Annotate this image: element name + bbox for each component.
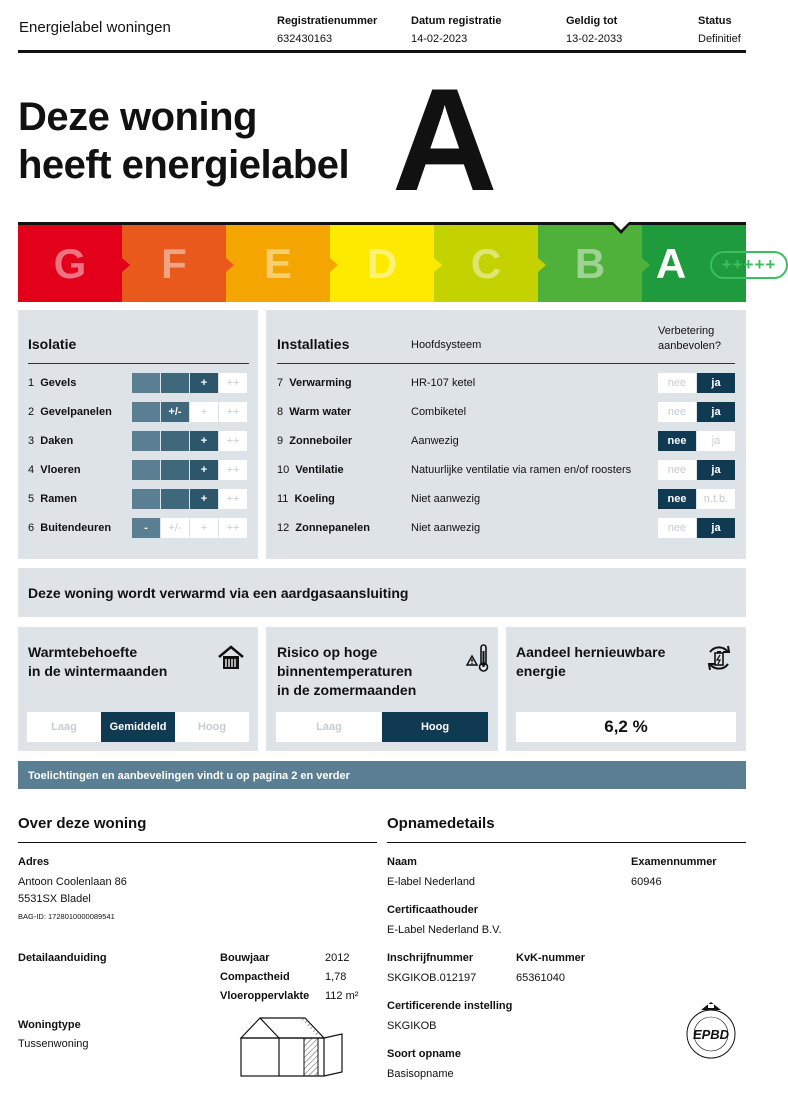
isolatie-level-cell: ++ [219,402,247,422]
document-title: Energielabel woningen [19,19,171,36]
opname-divider [387,842,746,843]
detail-label: Detailaanduiding [18,952,107,964]
installaties-divider [277,363,735,364]
isolatie-panel [18,310,258,559]
gas-panel [18,568,746,617]
inschrijfnummer-value: SKGIKOB.012197 [387,972,477,984]
header-value: Definitief [698,33,741,45]
instelling-label: Certificerende instelling [387,1000,513,1012]
examennummer-label: Examennummer [631,856,717,868]
header-divider [18,50,746,53]
row-system: Natuurlijke ventilatie via ramen en/of roosters [411,464,632,476]
bouwjaar-value: 2012 [325,952,350,964]
scale-segment-b [538,225,642,302]
row-system: HR-107 ketel [411,377,476,389]
verbetering-ja-badge: n.t.b. [697,489,735,509]
title-line: in de zomermaanden [277,682,417,698]
row-name: Vloeren [40,464,81,476]
kvk-value: 65361040 [516,972,565,984]
isolatie-title: Isolatie [28,336,77,352]
scale-letter: G [53,239,87,287]
aandeel-value: 6,2 % [516,712,736,742]
header-value: 14-02-2023 [411,33,468,45]
isolatie-level-cell: +/- [161,402,189,422]
verbetering-ja-badge: ja [697,460,735,480]
adres-line-2: 5531SX Bladel [18,893,91,905]
isolatie-level-cell [132,373,160,393]
verbetering-nee-badge: nee [658,489,696,509]
verbetering-ja-badge: ja [697,373,735,393]
verbetering-nee-badge: nee [658,431,696,451]
woningtype-label: Woningtype [18,1019,81,1031]
row-number: 10 [277,464,290,476]
naam-value: E-label Nederland [387,876,476,888]
verbetering-nee-badge: nee [658,460,696,480]
row-name: Daken [40,435,74,447]
row-name: Ramen [40,493,77,505]
scale-arrow [434,258,442,272]
woning-title: Over deze woning [18,815,147,832]
row-number: 4 [28,464,35,476]
isolatie-row-1 [28,377,76,389]
scale-option-laag: Laag [316,721,342,733]
bag-id: BAG-ID: 1728010000089541 [18,912,115,921]
warmtebehoefte-title [28,643,167,681]
bouwjaar-label: Bouwjaar [220,952,270,964]
row-system: Niet aanwezig [411,522,481,534]
scale-option-gemiddeld: Gemiddeld [101,712,175,742]
warmtebehoefte-panel [18,627,258,751]
scale-arrow [642,258,650,272]
scale-letter: E [263,239,292,287]
recommendations-banner: Toelichtingen en aanbevelingen vindt u op pagina 2 en verder [18,761,746,789]
row-number: 11 [277,493,289,505]
isolatie-level-cell [132,489,160,509]
header-value: 13-02-2033 [566,33,623,45]
woningtype-value: Tussenwoning [18,1038,89,1050]
isolatie-level-cell [161,460,189,480]
kvk-label: KvK-nummer [516,952,586,964]
row-number: 1 [28,377,35,389]
epbd-logo [682,1000,740,1066]
scale-option-hoog: Hoog [382,712,488,742]
isolatie-level-cell: ++ [219,460,247,480]
woning-divider [18,842,377,843]
isolatie-divider [28,363,249,364]
energy-label-letter: A [392,58,498,221]
scale-arrow [330,258,338,272]
isolatie-level-cell [161,431,189,451]
isolatie-row-3 [28,435,73,447]
installatie-row-10 [277,464,344,476]
isolatie-level-cell: - [132,518,160,538]
verbetering-nee-badge: nee [658,518,696,538]
row-name: Koeling [294,493,335,505]
renewable-battery-icon [704,643,734,673]
isolatie-level-cell: + [190,373,218,393]
header-status [698,12,741,48]
row-system: Niet aanwezig [411,493,481,505]
compactheid-label: Compactheid [220,971,290,983]
current-label-marker-inner [613,222,629,230]
certificaathouder-label: Certificaathouder [387,904,479,916]
installatie-row-11 [277,493,335,505]
row-name: Gevelpanelen [40,406,112,418]
col-hoofdsysteem: Hoofdsysteem [411,339,482,351]
hero-line-2: heeft energielabel [18,143,350,187]
isolatie-row-2 [28,406,112,418]
warmtebehoefte-scale [27,712,249,742]
title-line: Aandeel hernieuwbare [516,644,666,660]
row-system: Aanwezig [411,435,459,447]
installatie-row-9 [277,435,352,447]
gas-text: Deze woning wordt verwarmd via een aardgasaansluiting [28,585,409,601]
isolatie-level-cell: ++ [219,431,247,451]
title-line: Warmtebehoefte [28,644,138,660]
title-line: binnentemperaturen [277,663,413,679]
vloeroppervlakte-value: 112 m² [325,990,359,1002]
col-verbetering [658,324,721,354]
isolatie-level-cell: + [190,431,218,451]
soort-opname-label: Soort opname [387,1048,461,1060]
soort-opname-value: Basisopname [387,1068,454,1080]
isolatie-level-cell: ++ [219,518,247,538]
hero-line-1: Deze woning [18,95,257,139]
isolatie-level-cell [161,489,189,509]
verbetering-ja-badge: ja [697,518,735,538]
verbetering-ja-badge: ja [697,402,735,422]
vloeroppervlakte-label: Vloeroppervlakte [220,990,310,1002]
scale-letter: C [470,239,502,287]
energy-scale [18,222,777,302]
isolatie-row-5 [28,493,77,505]
row-name: Gevels [40,377,77,389]
isolatie-level-cell: + [190,402,218,422]
isolatie-level-cell [132,460,160,480]
row-number: 5 [28,493,35,505]
header-label: Geldig tot [566,15,618,27]
scale-segment-g [18,225,122,302]
row-number: 7 [277,377,284,389]
plus-rating-badge: +++++ [710,251,788,279]
verbetering-nee-badge: nee [658,373,696,393]
scale-arrow [122,258,130,272]
header-registratienummer [277,12,377,48]
scale-arrow [226,258,234,272]
certificaathouder-value: E-Label Nederland B.V. [387,924,502,936]
header-label: Registratienummer [277,15,378,27]
scale-segment-a [642,225,777,302]
isolatie-level-cell [132,402,160,422]
installatie-row-7 [277,377,352,389]
row-number: 8 [277,406,284,418]
scale-segment-f [122,225,226,302]
installatie-row-8 [277,406,351,418]
hero-heading [18,93,349,189]
scale-option-hoog: Hoog [197,721,227,733]
adres-line-1: Antoon Coolenlaan 86 [18,876,127,888]
opname-title: Opnamedetails [387,815,495,832]
isolatie-level-cell: + [190,489,218,509]
verbetering-ja-badge: ja [697,431,735,451]
col-verbetering-line2: aanbevolen? [658,340,722,352]
row-name: Zonnepanelen [295,522,370,534]
row-name: Warm water [289,406,352,418]
row-number: 9 [277,435,284,447]
isolatie-level-cell: +/- [161,518,189,538]
scale-option-laag: Laag [51,721,77,733]
isolatie-level-cell: + [190,518,218,538]
house-heating-icon [218,645,244,671]
title-line: in de wintermaanden [28,663,168,679]
row-number: 3 [28,435,35,447]
scale-letter: F [161,239,187,287]
examennummer-value: 60946 [631,876,662,888]
installaties-title: Installaties [277,336,350,352]
row-system: Combiketel [411,406,467,418]
verbetering-nee-badge: nee [658,402,696,422]
header-value: 632430163 [277,33,333,45]
isolatie-level-cell [132,431,160,451]
title-line: Risico op hoge [277,644,378,660]
inschrijfnummer-label: Inschrijfnummer [387,952,474,964]
isolatie-level-cell: + [190,460,218,480]
row-name: Verwarming [289,377,352,389]
header-label: Status [698,15,732,27]
risico-scale [276,712,488,742]
adres-label: Adres [18,856,50,868]
compactheid-value: 1,78 [325,971,347,983]
scale-letter: A [655,239,687,287]
scale-arrow [538,258,546,272]
isolatie-level-cell: ++ [219,489,247,509]
row-name: Buitendeuren [40,522,112,534]
naam-label: Naam [387,856,417,868]
header-geldig-tot [566,12,622,48]
installaties-panel [266,310,746,559]
terraced-house-icon [240,1014,345,1078]
header-label: Datum registratie [411,15,502,27]
scale-segment-e [226,225,330,302]
row-number: 6 [28,522,35,534]
isolatie-level-cell [161,373,189,393]
title-line: energie [516,663,566,679]
risico-panel [266,627,498,751]
row-name: Ventilatie [295,464,344,476]
isolatie-row-6 [28,522,111,534]
instelling-value: SKGIKOB [387,1020,437,1032]
isolatie-level-cell: ++ [219,373,247,393]
risico-title [277,643,416,700]
scale-segment-c [434,225,538,302]
row-name: Zonneboiler [289,435,353,447]
row-number: 12 [277,522,290,534]
thermometer-warning-icon [466,643,490,673]
scale-letter: B [574,239,606,287]
scale-segment-d [330,225,434,302]
col-verbetering-line1: Verbetering [658,325,715,337]
row-number: 2 [28,406,35,418]
aandeel-title [516,643,665,681]
installatie-row-12 [277,522,370,534]
isolatie-row-4 [28,464,81,476]
aandeel-panel [506,627,746,751]
header-datum-registratie [411,12,501,48]
scale-letter: D [366,239,398,287]
svg-text:EPBD: EPBD [692,1027,730,1042]
